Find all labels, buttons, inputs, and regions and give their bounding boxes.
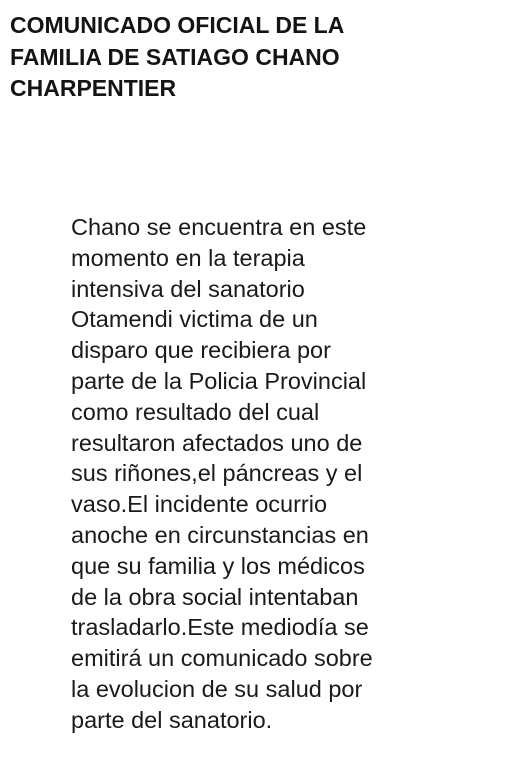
body-line: momento en la terapia — [71, 244, 305, 271]
title-line: FAMILIA DE SATIAGO CHANO — [10, 43, 340, 70]
body-line: resultaron afectados uno de — [71, 429, 363, 456]
body-line: sus riñones,el páncreas y el — [71, 460, 363, 487]
body-line: intensiva del sanatorio — [71, 275, 305, 302]
body-line: como resultado del cual — [71, 398, 320, 425]
body-line: anoche en circunstancias en — [71, 521, 369, 548]
body-line: la evolucion de su salud por — [71, 675, 363, 702]
title-line: CHARPENTIER — [10, 75, 177, 101]
body-line: parte de la Policia Provincial — [71, 367, 367, 394]
body-line: disparo que recibiera por — [71, 337, 331, 364]
body-line: parte del sanatorio. — [71, 706, 273, 733]
statement-title — [10, 10, 515, 105]
title-line: COMUNICADO OFICIAL DE LA — [10, 12, 345, 38]
body-line: que su familia y los médicos — [71, 552, 365, 579]
body-line: de la obra social intentaban — [71, 583, 359, 610]
body-line: emitirá un comunicado sobre — [71, 645, 373, 672]
body-line: trasladarlo.Este mediodía se — [71, 614, 369, 641]
body-line: Otamendi victima de un — [71, 306, 318, 333]
statement-body — [71, 212, 511, 736]
body-line: Chano se encuentra en este — [71, 214, 367, 240]
body-line: vaso.El incidente ocurrio — [71, 491, 328, 518]
